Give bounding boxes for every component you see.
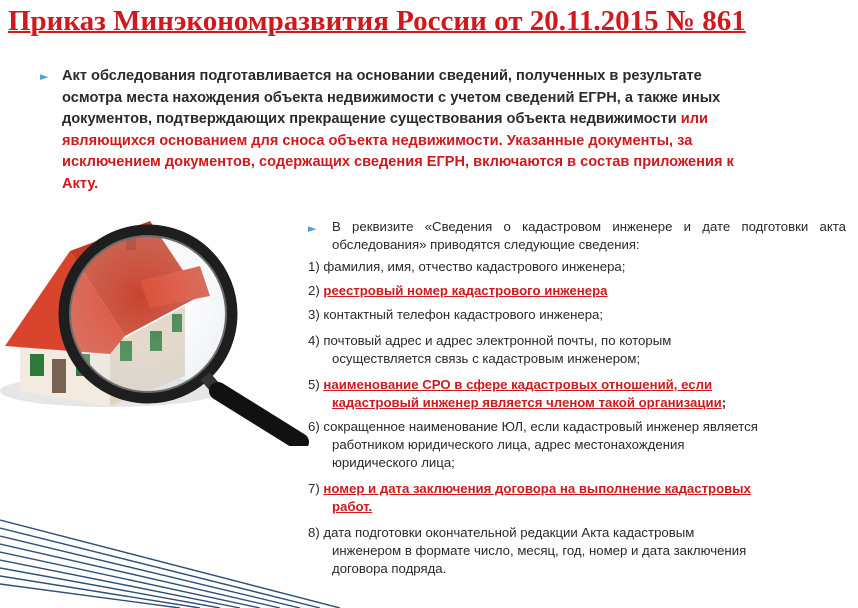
- intro-red-text: или являющихся основанием для сноса объекта недвижимости. Указанные документы, за исключением документов, содержащих сведения ЕГРН, включаются в состав приложения к Акту.: [62, 111, 734, 192]
- list-line: осуществляется связь с кадастровым инженером;: [332, 351, 641, 366]
- list-line: договора подряда.: [332, 561, 447, 576]
- decorative-stripes: [0, 500, 340, 608]
- list-line: 8) дата подготовки окончательной редакции Акта кадастровым: [308, 525, 695, 540]
- list-item: [308, 480, 846, 516]
- list-line: 6) сокращенное наименование ЮЛ, если кадастровый инженер является: [308, 419, 758, 434]
- item-number: 2): [308, 283, 324, 298]
- list-item: [308, 418, 846, 472]
- intro-paragraph: [62, 66, 752, 195]
- list-item: [308, 376, 846, 412]
- intro-text: Акт обследования подготавливается на основании сведений, полученных в результате осмотра места нахождения объекта недвижимости с учетом сведений ЕГРН, а также иных документов, подтверждающих прекращение существования объекта недвижимости: [62, 68, 721, 127]
- list-item: [308, 332, 846, 368]
- house-under-magnifying-glass-icon: [0, 196, 330, 446]
- item-punct: ;: [721, 395, 727, 410]
- highlight-text: реестровый номер кадастрового инженера: [323, 283, 608, 298]
- list-item: [308, 282, 846, 300]
- highlight-text: наименование СРО в сфере кадастровых отношений, если: [323, 377, 713, 392]
- item-number: 7): [308, 481, 324, 496]
- list-line: инженером в формате число, месяц, год, номер и дата заключения: [332, 543, 747, 558]
- item-number: 5): [308, 377, 324, 392]
- list-line: [308, 394, 846, 412]
- bullet-icon: ►: [40, 70, 49, 83]
- bullet-icon: ►: [308, 222, 317, 235]
- highlight-text: номер и дата заключения договора на выполнение кадастровых: [323, 481, 751, 496]
- list-item: 3) контактный телефон кадастрового инженера;: [308, 307, 604, 322]
- list-item: 1) фамилия, имя, отчество кадастрового инженера;: [308, 259, 626, 274]
- surveyor-info-list: [308, 218, 846, 578]
- highlight-text: работ.: [332, 499, 373, 514]
- list-line: работником юридического лица, адрес местонахождения: [332, 437, 685, 452]
- page-title: Приказ Минэкономразвития России от 20.11.2015 № 861: [8, 5, 746, 37]
- list-line: [308, 376, 846, 394]
- list-item: [308, 524, 846, 578]
- list-line: 4) почтовый адрес и адрес электронной почты, по которым: [308, 333, 672, 348]
- list-line: юридического лица;: [332, 455, 455, 470]
- list-line: [308, 498, 846, 516]
- highlight-text: кадастровый инженер является членом такой организации: [332, 395, 722, 410]
- list-lead: В реквизите «Сведения о кадастровом инженере и дате подготовки акта обследования» приводятся следующие сведения:: [332, 219, 846, 252]
- list-line: [308, 480, 846, 498]
